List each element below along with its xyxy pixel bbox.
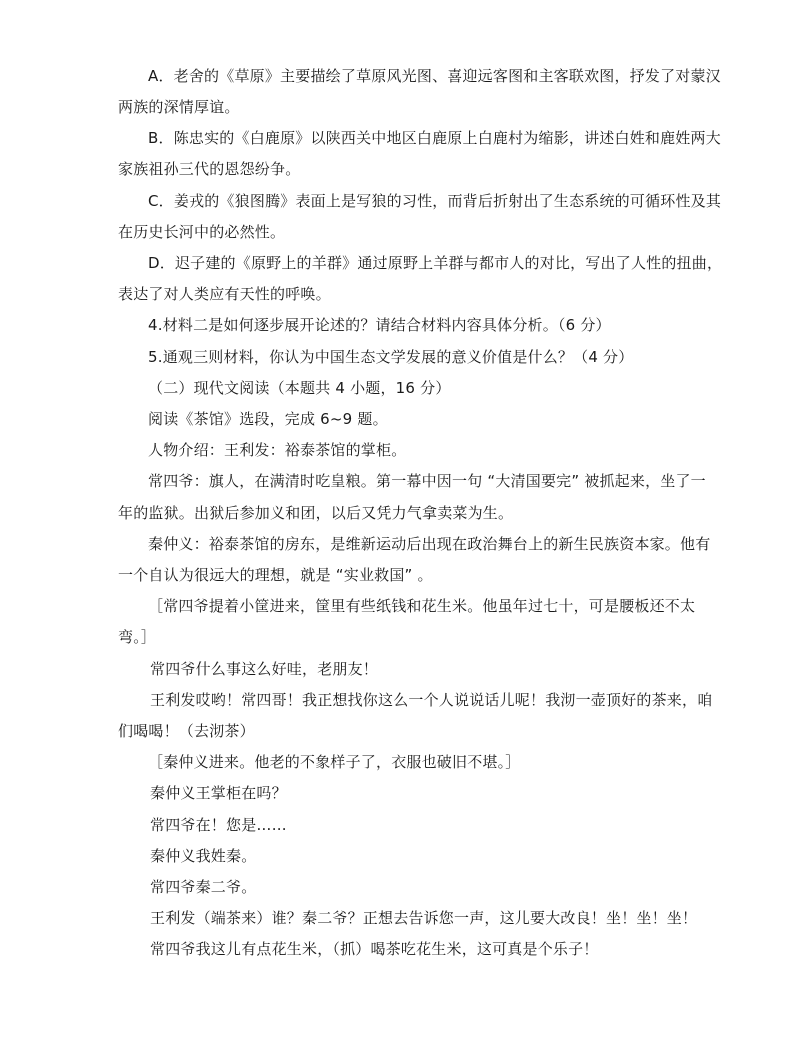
option-a-line-1: A．老舍的《草原》主要描绘了草原风光图、喜迎远客图和主客联欢图，抒发了对蒙汉	[148, 67, 721, 85]
option-d-line-1: D．迟子建的《原野上的羊群》通过原野上羊群与都市人的对比，写出了人性的扭曲，	[148, 254, 723, 272]
question-4: 4.材料二是如何逐步展开论述的？请结合材料内容具体分析。（6 分）	[148, 316, 611, 334]
option-b-line-1: B．陈忠实的《白鹿原》以陕西关中地区白鹿原上白鹿村为缩影，讲述白姓和鹿姓两大	[148, 129, 721, 147]
dialogue-line: 秦仲义王掌柜在吗？	[150, 784, 287, 802]
option-c-line-1: C．姜戎的《狼图腾》表面上是写狼的习性，而背后折射出了生态系统的可循环性及其	[148, 192, 722, 210]
character-si-line-2: 年的监狱。出狱后参加义和团，以后又凭力气拿卖菜为生。	[118, 504, 514, 522]
stage-direction-1-line-2: 弯。］	[118, 628, 157, 646]
dialogue-line: 常四爷我这儿有点花生米，（抓）喝茶吃花生米，这可真是个乐子！	[150, 940, 599, 958]
character-si-line-1: 常四爷：旗人，在满清时吃皇粮。第一幕中因一句 “大清国要完” 被抓起来，坐了一	[148, 472, 706, 490]
question-5: 5.通观三则材料，你认为中国生态文学发展的意义价值是什么？（4 分）	[148, 348, 634, 366]
character-qin-line-1: 秦仲义：裕泰茶馆的房东，是维新运动后出现在政治舞台上的新生民族资本家。他有	[148, 535, 711, 553]
dialogue-line: 秦仲义我姓秦。	[150, 847, 257, 865]
stage-direction-2: ［秦仲义进来。他老的不象样子了，衣服也破旧不堪。］	[148, 753, 521, 771]
option-a-line-2: 两族的深情厚谊。	[118, 98, 240, 116]
reading-instruction: 阅读《茶馆》选段，完成 6~9 题。	[148, 410, 388, 428]
option-d-line-2: 表达了对人类应有天性的呼唤。	[118, 285, 331, 303]
dialogue-line-continued: 们喝喝！（去沏茶）	[118, 722, 255, 740]
dialogue-line: 王利发（端茶来）谁？秦二爷？正想去告诉您一声，这儿要大改良！坐！坐！坐！	[150, 909, 698, 927]
character-qin-line-2: 一个自认为很远大的理想，就是 “实业救国” 。	[118, 566, 433, 584]
dialogue-line: 王利发哎哟！常四哥！我正想找你这么一个人说说话儿呢！我沏一壶顶好的茶来，咱	[150, 691, 713, 709]
option-c-line-2: 在历史长河中的必然性。	[118, 223, 286, 241]
section-heading: （二）现代文阅读（本题共 4 小题，16 分）	[148, 379, 451, 397]
dialogue-line: 常四爷秦二爷。	[150, 878, 257, 896]
dialogue-line: 常四爷在！您是……	[150, 816, 287, 834]
stage-direction-1-line-1: ［常四爷提着小筐进来，筐里有些纸钱和花生米。他虽年过七十，可是腰板还不太	[148, 597, 696, 615]
option-b-line-2: 家族祖孙三代的恩怨纷争。	[118, 160, 301, 178]
dialogue-line: 常四爷什么事这么好哇，老朋友！	[150, 660, 379, 678]
character-intro: 人物介绍：王利发：裕泰茶馆的掌柜。	[148, 441, 407, 459]
